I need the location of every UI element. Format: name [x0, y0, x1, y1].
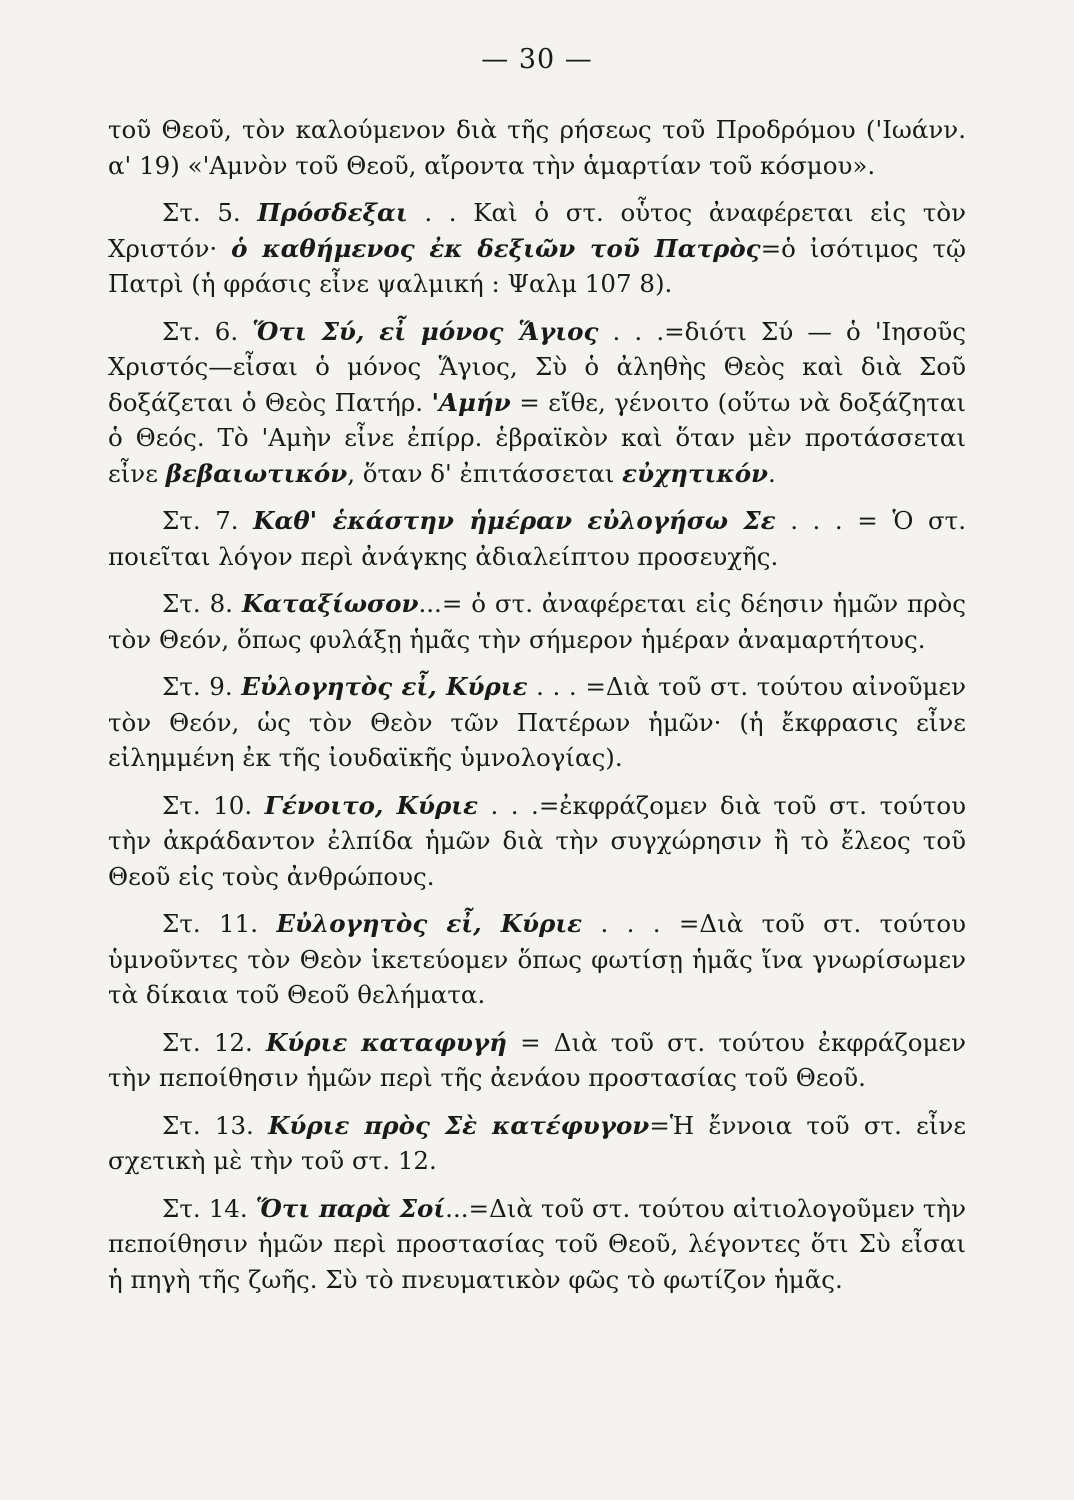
verse-quote: Ὅτι παρὰ Σοί [255, 1193, 446, 1223]
page-number: — 30 — [481, 44, 593, 75]
commentary-text: = Διὰ τοῦ στ. τούτου ἐκφράζομεν τὴν πεποίθησιν ἡμῶν περὶ τῆς ἀενάου προστασίας τοῦ Θεοῦ. [108, 1027, 966, 1092]
commentary-text: τοῦ Θεοῦ, τὸν καλούμενον διὰ τῆς ρήσεως τοῦ Προδρόμου ('Ιωάνν. α' 19) «'Αμνὸν τοῦ Θεοῦ, αἴροντα τὴν ἁμαρτίαν τοῦ κόσμου». [108, 115, 966, 180]
commentary-text: Στ. 12. [162, 1027, 266, 1057]
paragraph-p4 [108, 586, 966, 657]
commentary-text: Στ. 10. [162, 790, 265, 820]
commentary-text: Στ. 8. [162, 589, 242, 618]
commentary-text: Στ. 13. [162, 1110, 269, 1140]
verse-quote: ὁ καθήμενος ἐκ δεξιῶν τοῦ Πατρὸς [231, 233, 761, 263]
paragraph-p9 [108, 1108, 966, 1179]
paragraph-p5 [108, 669, 966, 776]
commentary-text: , ὅταν δ' ἐπιτάσσεται [347, 458, 623, 488]
commentary-text: Στ. 7. [162, 506, 254, 535]
verse-quote: Εὐλογητὸς εἶ, Κύριε [276, 909, 583, 938]
commentary-text: = εἴθε, γένοιτο (οὕτω νὰ δοξάζηται ὁ Θεός. Τὸ 'Αμὴν εἶνε ἐπίρρ. ἑβραϊκὸν καὶ ὅταν μὲν προτάσσεται εἶνε [108, 387, 966, 488]
commentary-text: . . .=ἐκφράζομεν διὰ τοῦ στ. τούτου τὴν ἀκράδαντον ἐλπίδα ἡμῶν διὰ τὴν συγχώρησιν ἢ τὸ ἔλεος τοῦ Θεοῦ εἰς τοὺς ἀνθρώπους. [108, 790, 966, 891]
paragraph-p8 [108, 1025, 966, 1096]
paragraph-p0 [108, 112, 966, 183]
verse-quote: Πρόσδεξαι [257, 198, 408, 227]
commentary-text: =Ἡ ἔννοια τοῦ στ. εἶνε σχετικὴ μὲ τὴν τοῦ στ. 12. [108, 1110, 967, 1175]
verse-quote: βεβαιωτικόν [165, 458, 348, 488]
commentary-text: ...=Διὰ τοῦ στ. τούτου αἰτιολογοῦμεν τὴν πεποίθησιν ἡμῶν περὶ προστασίας τοῦ Θεοῦ, λέγοντες ὅτι Σὺ εἶσαι ἡ πηγὴ τῆς ζωῆς. Σὺ τὸ πνευματικὸν φῶς τὸ φωτίζον ἡμᾶς. [108, 1193, 966, 1294]
verse-quote: Κύριε καταφυγή [265, 1027, 507, 1057]
verse-quote: Εὐλογητὸς εἶ, Κύριε [241, 672, 528, 701]
commentary-text: Στ. 11. [162, 909, 277, 938]
paragraph-p7 [108, 906, 966, 1013]
paragraph-p1 [108, 195, 966, 302]
verse-quote: εὐχητικόν [622, 458, 769, 488]
verse-quote: Καθ' ἑκάστην ἡμέραν εὐλογήσω Σε [253, 506, 776, 535]
commentary-text: . [768, 458, 776, 488]
verse-quote: Ὅτι Σύ, εἶ μόνος Ἅγιος [252, 316, 599, 346]
commentary-text: . . Καὶ ὁ στ. οὗτος ἀναφέρεται εἰς τὸν Χριστόν· [108, 198, 966, 263]
commentary-text: Στ. 6. [162, 316, 253, 346]
verse-quote: Καταξίωσον [241, 589, 419, 618]
commentary-text: . . .=διότι Σύ — ὁ 'Ιησοῦς Χριστός—εἶσαι ὁ μόνος Ἅγιος, Σὺ ὁ ἀληθὴς Θεὸς καὶ διὰ Σοῦ δοξάζεται ὁ Θεὸς Πατήρ. [108, 316, 967, 417]
paragraph-p10 [108, 1191, 966, 1298]
commentary-text: ...= ὁ στ. ἀναφέρεται εἰς δέησιν ἡμῶν πρὸς τὸν Θεόν, ὅπως φυλάξῃ ἡμᾶς τὴν σήμερον ἡμέραν ἀναμαρτήτους. [108, 589, 967, 654]
commentary-text: . . . =Διὰ τοῦ στ. τούτου αἰνοῦμεν τὸν Θεόν, ὡς τὸν Θεὸν τῶν Πατέρων ἡμῶν· (ἡ ἔκφρασις εἶνε εἰλημμένη ἐκ τῆς ἰουδαϊκῆς ὑμνολογίας). [108, 672, 966, 772]
commentary-text: Στ. 5. [162, 198, 258, 227]
commentary-text: . . . =Διὰ τοῦ στ. τούτου ὑμνοῦντες τὸν Θεὸν ἱκετεύομεν ὅπως φωτίσῃ ἡμᾶς ἵνα γνωρίσωμεν τὰ δίκαια τοῦ Θεοῦ θελήματα. [108, 909, 966, 1009]
paragraph-p3 [108, 503, 966, 574]
body-text [108, 112, 966, 1309]
verse-quote: Κύριε πρὸς Σὲ κατέφυγον [268, 1110, 650, 1140]
commentary-text: Στ. 9. [162, 672, 242, 701]
commentary-text: . . . = Ὁ στ. ποιεῖται λόγον περὶ ἀνάγκης ἀδιαλείπτου προσευχῆς. [108, 506, 967, 571]
paragraph-p2 [108, 314, 966, 492]
commentary-text: =ὁ ἰσότιμος τῷ Πατρὶ (ἡ φράσις εἶνε ψαλμική : Ψαλμ 107 8). [108, 233, 966, 298]
verse-quote: Γένοιτο, Κύριε [264, 790, 479, 820]
commentary-text: Στ. 14. [162, 1193, 256, 1223]
paragraph-p6 [108, 788, 966, 895]
verse-quote: 'Αμήν [431, 387, 511, 417]
